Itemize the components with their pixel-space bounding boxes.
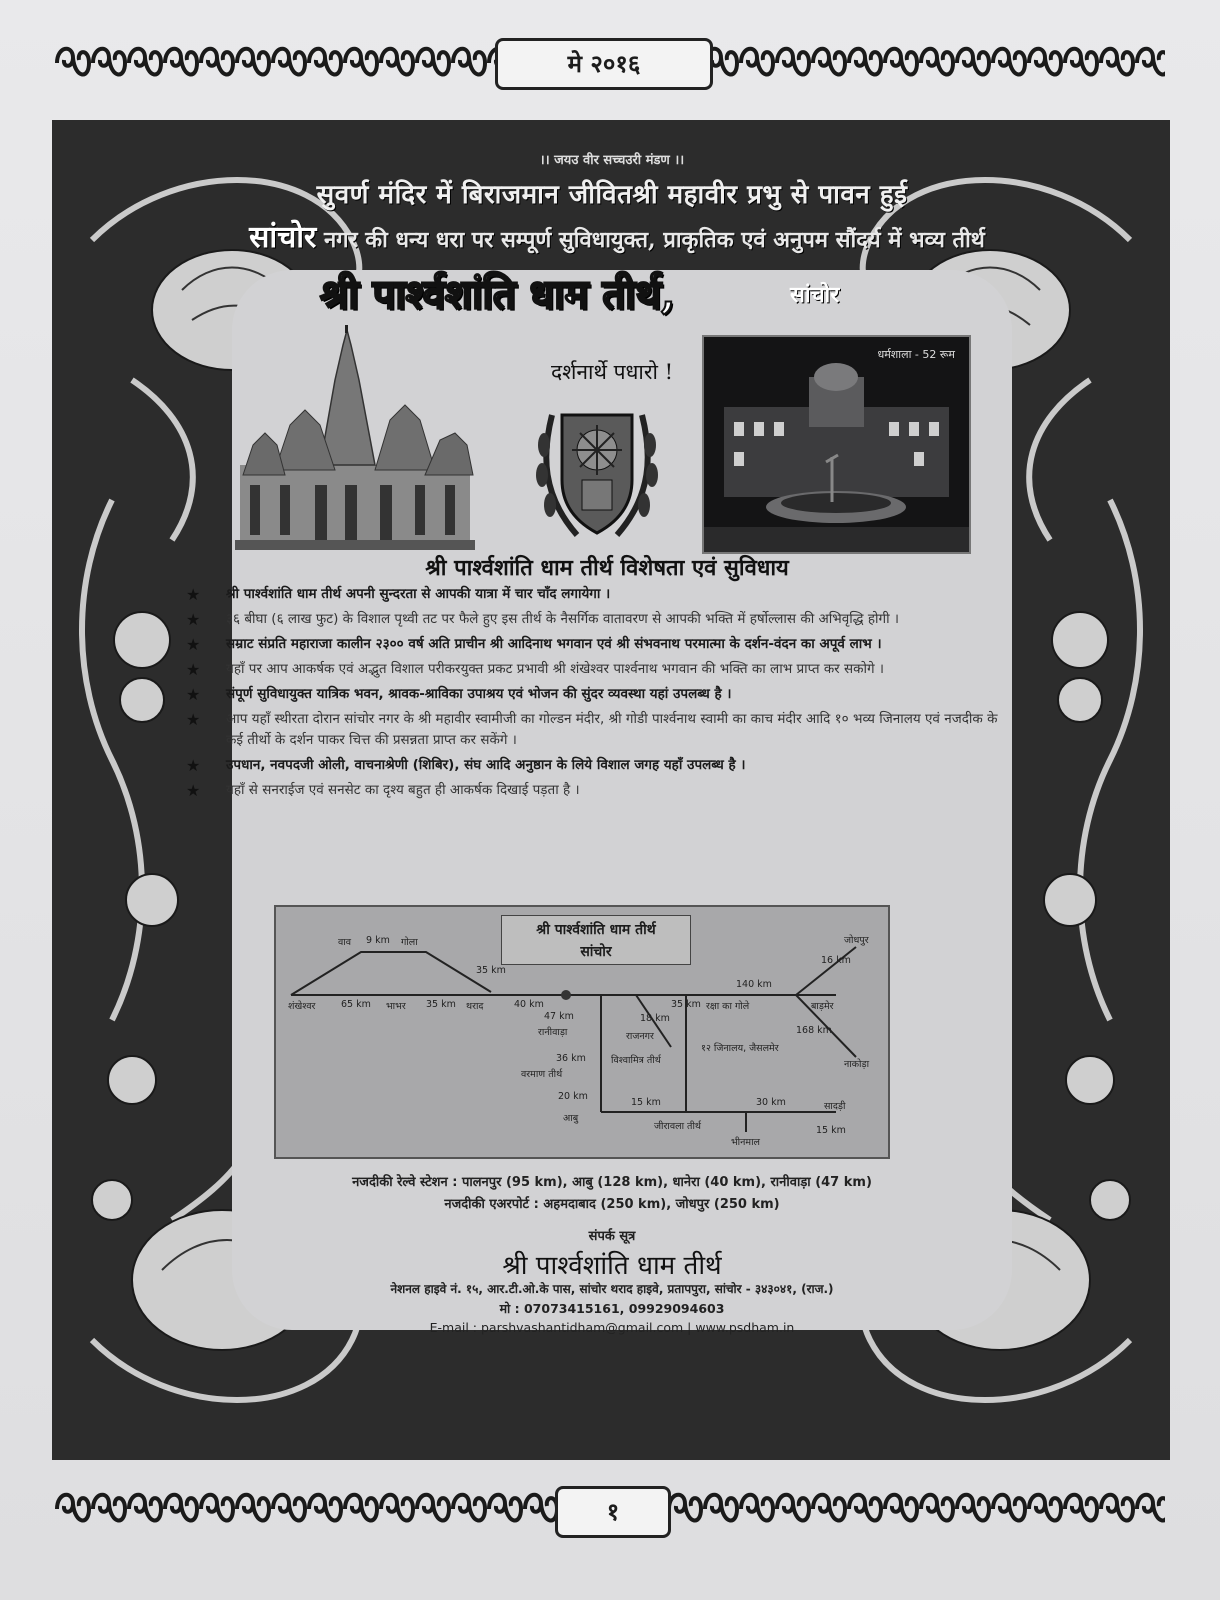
star-icon: ★	[186, 585, 201, 604]
features-heading: श्री पार्श्वशांति धाम तीर्थ विशेषता एवं सुविधाय	[425, 555, 789, 581]
list-item: ★ ३६ बीघा (६ लाख फुट) के विशाल पृथ्वी तट पर फैले हुए इस तीर्थ के नैसर्गिक वातावरण से आपकी भक्ति में हर्षोल्लास की अभिवृद्धि होगी ।	[186, 610, 900, 629]
map-label: बाड़मेर	[811, 1001, 834, 1012]
map-label: 40 km	[514, 999, 544, 1010]
nearest-railway-stations: नजदीकी रेल्वे स्टेशन : पालनपुर (95 km), आबु (128 km), धानेरा (40 km), रानीवाड़ा (47 km)	[352, 1175, 872, 1190]
map-label: 36 km	[556, 1053, 586, 1064]
map-label: शंखेश्वर	[288, 1001, 316, 1012]
map-label: सादड़ी	[824, 1101, 846, 1112]
dharmashala-photo	[702, 335, 971, 554]
map-label: 16 km	[821, 955, 851, 966]
list-item: ★ संपूर्ण सुविधायुक्त यात्रिक भवन, श्रावक-श्राविका उपाश्रय एवं भोजन की सुंदर व्यवस्था यहां उपलब्ध है ।	[186, 685, 732, 704]
photo-caption: धर्मशाला - 52 रूम	[877, 348, 955, 361]
map-label: राजनगर	[626, 1031, 654, 1042]
dharmashala-building	[704, 337, 969, 552]
map-label: जीरावला तीर्थ	[654, 1121, 702, 1132]
map-label: 168 km	[796, 1025, 832, 1036]
map-label: 35 km	[476, 965, 506, 976]
map-label: नाकोड़ा	[844, 1059, 870, 1070]
map-label: आबु	[563, 1113, 579, 1124]
map-label: 9 km	[366, 935, 390, 946]
map-label: 47 km	[544, 1011, 574, 1022]
map-label: भीनमाल	[731, 1137, 760, 1148]
page-number-box: १	[555, 1486, 671, 1538]
headline-line-2-rest: नगर की धन्य धरा पर सम्पूर्ण सुविधायुक्त, प्राकृतिक एवं अनुपम सौंदर्य में भव्य तीर्थ	[323, 227, 985, 253]
darshan-invite: दर्शनार्थे पधारो !	[550, 360, 674, 384]
header-ornament-band	[55, 38, 1165, 88]
list-item: ★ यहाँ पर आप आकर्षक एवं अद्भुत विशाल परीकरयुक्त प्रकट प्रभावी श्री शंखेश्वर पार्श्वनाथ भगवान की भक्ति का लाभ प्राप्त कर सकोगे ।	[186, 660, 884, 679]
star-icon: ★	[186, 685, 201, 704]
temple-illustration	[235, 325, 475, 550]
list-item: ★ यहाँ से सनराईज एवं सनसेट का दृश्य बहुत ही आकर्षक दिखाई पड़ता है ।	[186, 781, 580, 800]
star-icon: ★	[186, 756, 201, 775]
star-icon: ★	[186, 635, 201, 654]
list-item: ★ आप यहाँ स्थीरता दोरान सांचोर नगर के श्री महावीर स्वामीजी का गोल्डन मंदीर, श्री गोडी पार्श्वनाथ स्वामी का काच मंदीर आदि १० भव्य जिनालय एवं नजदीक के कई तीर्थो के दर्शन पाकर चित्त की प्रसन्नता प्राप्त कर सकेंगे ।	[186, 710, 998, 748]
features-list	[182, 584, 1002, 805]
map-label: रक्षा का गोले	[706, 1001, 750, 1012]
map-label: 15 km	[631, 1097, 661, 1108]
star-icon: ★	[186, 710, 201, 729]
advertisement	[52, 120, 1170, 1460]
list-item: ★ उपधान, नवपदजी ओली, वाचनाश्रेणी (शिबिर), संघ आदि अनुष्ठान के लिये विशाल जगह यहाँ उपलब्ध है ।	[186, 756, 746, 775]
map-label: 35 km	[671, 999, 701, 1010]
headline-line-1: सुवर्ण मंदिर में बिराजमान जीवितश्री महावीर प्रभु से पावन हुई	[316, 180, 908, 210]
issue-date-box: मे २०१६	[495, 38, 713, 90]
list-item: ★ श्री पार्श्वशांति धाम तीर्थ अपनी सुन्दरता से आपकी यात्रा में चार चाँद लगायेगा ।	[186, 585, 611, 604]
map-title: श्री पार्श्वशांति धाम तीर्थ सांचोर	[501, 915, 691, 965]
city-name: सांचोर	[249, 220, 317, 255]
map-label: थराद	[466, 1001, 484, 1012]
map-label: जोधपुर	[844, 935, 869, 946]
map-label: 30 km	[756, 1097, 786, 1108]
tirth-title-main: श्री पार्श्वशांति धाम तीर्थ,	[320, 271, 676, 318]
route-map	[274, 905, 890, 1159]
star-icon: ★	[186, 660, 201, 679]
map-label: 35 km	[426, 999, 456, 1010]
map-label: विश्वामित्र तीर्थ	[611, 1055, 661, 1066]
map-label: 20 km	[558, 1091, 588, 1102]
contact-email-web: E-mail : parshvashantidham@gmail.com | www.psdham.in	[429, 1320, 795, 1335]
headline-line-2	[152, 215, 1082, 256]
contact-phone: मो : 07073415161, 09929094603	[499, 1301, 725, 1316]
map-label: वरमाण तीर्थ	[521, 1069, 563, 1080]
map-label: १२ जिनालय, जैसलमेर	[701, 1043, 779, 1054]
map-label: भाभर	[386, 1001, 406, 1012]
map-label: गोला	[401, 937, 418, 948]
nearest-airports: नजदीकी एअरपोर्ट : अहमदाबाद (250 km), जोधपुर (250 km)	[444, 1197, 780, 1212]
tirth-title-city: सांचोर	[790, 283, 840, 308]
jay-line: ।। जयउ वीर सच्चउरी मंडण ।।	[539, 153, 685, 168]
map-label: 18 km	[640, 1013, 670, 1024]
tirth-title	[320, 265, 880, 320]
contact-heading: संपर्क सूत्र	[588, 1229, 636, 1244]
tirth-emblem-icon	[522, 395, 672, 545]
star-icon: ★	[186, 781, 201, 800]
contact-address: नेशनल हाइवे नं. १५, आर.टी.ओ.के पास, सांचोर थराद हाइवे, प्रतापपुरा, सांचोर - ३४३०४१, (राज.)	[390, 1282, 834, 1296]
map-label: 65 km	[341, 999, 371, 1010]
map-label: 15 km	[816, 1125, 846, 1136]
map-label: 140 km	[736, 979, 772, 990]
footer-ornament-band	[55, 1484, 1165, 1534]
star-icon: ★	[186, 610, 201, 629]
map-label: रानीवाड़ा	[538, 1027, 568, 1038]
map-label: वाव	[338, 937, 352, 948]
contact-name: श्री पार्श्वशांति धाम तीर्थ	[502, 1251, 722, 1281]
list-item: ★ सम्राट संप्रति महाराजा कालीन २३०० वर्ष अति प्राचीन श्री आदिनाथ भगवान एवं श्री संभवनाथ परमात्मा के दर्शन-वंदन का अपूर्व लाभ ।	[186, 635, 882, 654]
